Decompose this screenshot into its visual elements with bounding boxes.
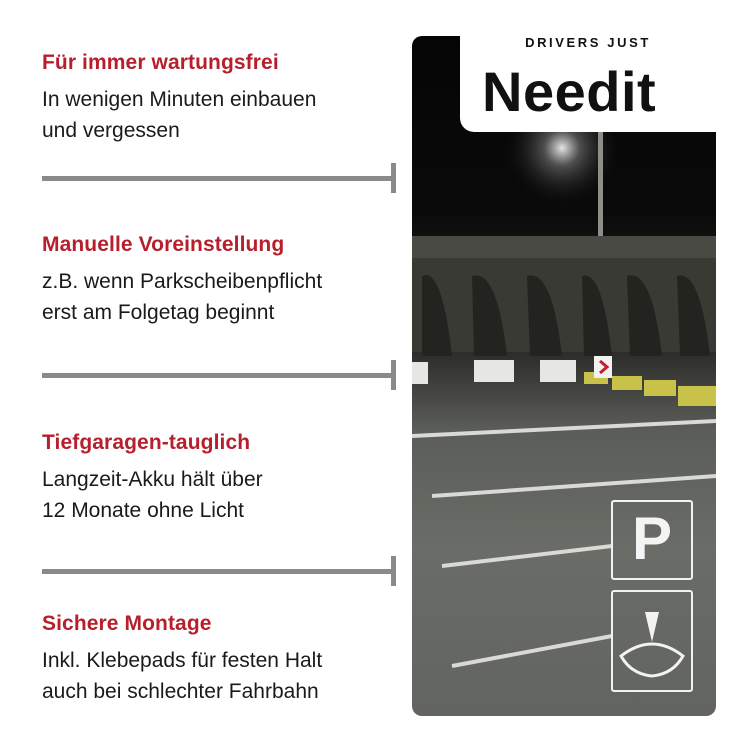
- feature-underground-garage: [42, 430, 402, 526]
- parking-sign-icon: [611, 500, 693, 580]
- white-barriers: [412, 360, 576, 384]
- feature-title: Sichere Montage: [42, 612, 212, 635]
- feature-secure-mounting: [42, 611, 402, 707]
- feature-maintenance-free: [42, 50, 402, 146]
- feature-description: Inkl. Klebepads für festen Halt auch bei schlechter Fahrbahn: [42, 649, 323, 703]
- feature-title: Manuelle Voreinstellung: [42, 233, 285, 256]
- brand-logo: [460, 36, 716, 132]
- feature-manual-preset: [42, 232, 402, 328]
- divider-bar: [42, 569, 394, 574]
- feature-description: In wenigen Minuten einbauen und vergessen: [42, 88, 317, 142]
- parking-disc-dial-icon: [613, 592, 691, 690]
- brand-tagline: DRIVERS JUST: [525, 35, 651, 50]
- feature-description: Langzeit-Akku hält über 12 Monate ohne Licht: [42, 468, 263, 522]
- parking-disc-icon: [611, 590, 693, 692]
- feature-description: z.B. wenn Parkscheibenpflicht erst am Folgetag beginnt: [42, 270, 323, 324]
- divider-end-cap: [391, 360, 396, 390]
- divider-end-cap: [391, 163, 396, 193]
- divider-end-cap: [391, 556, 396, 586]
- divider: [42, 556, 396, 586]
- divider-bar: [42, 176, 394, 181]
- feature-title: Tiefgaragen-tauglich: [42, 431, 251, 454]
- divider-bar: [42, 373, 394, 378]
- feature-title: Für immer wartungsfrei: [42, 51, 279, 74]
- divider: [42, 163, 396, 193]
- brand-name: Needit: [482, 60, 657, 123]
- parking-letter: P: [631, 505, 673, 572]
- divider: [42, 360, 396, 390]
